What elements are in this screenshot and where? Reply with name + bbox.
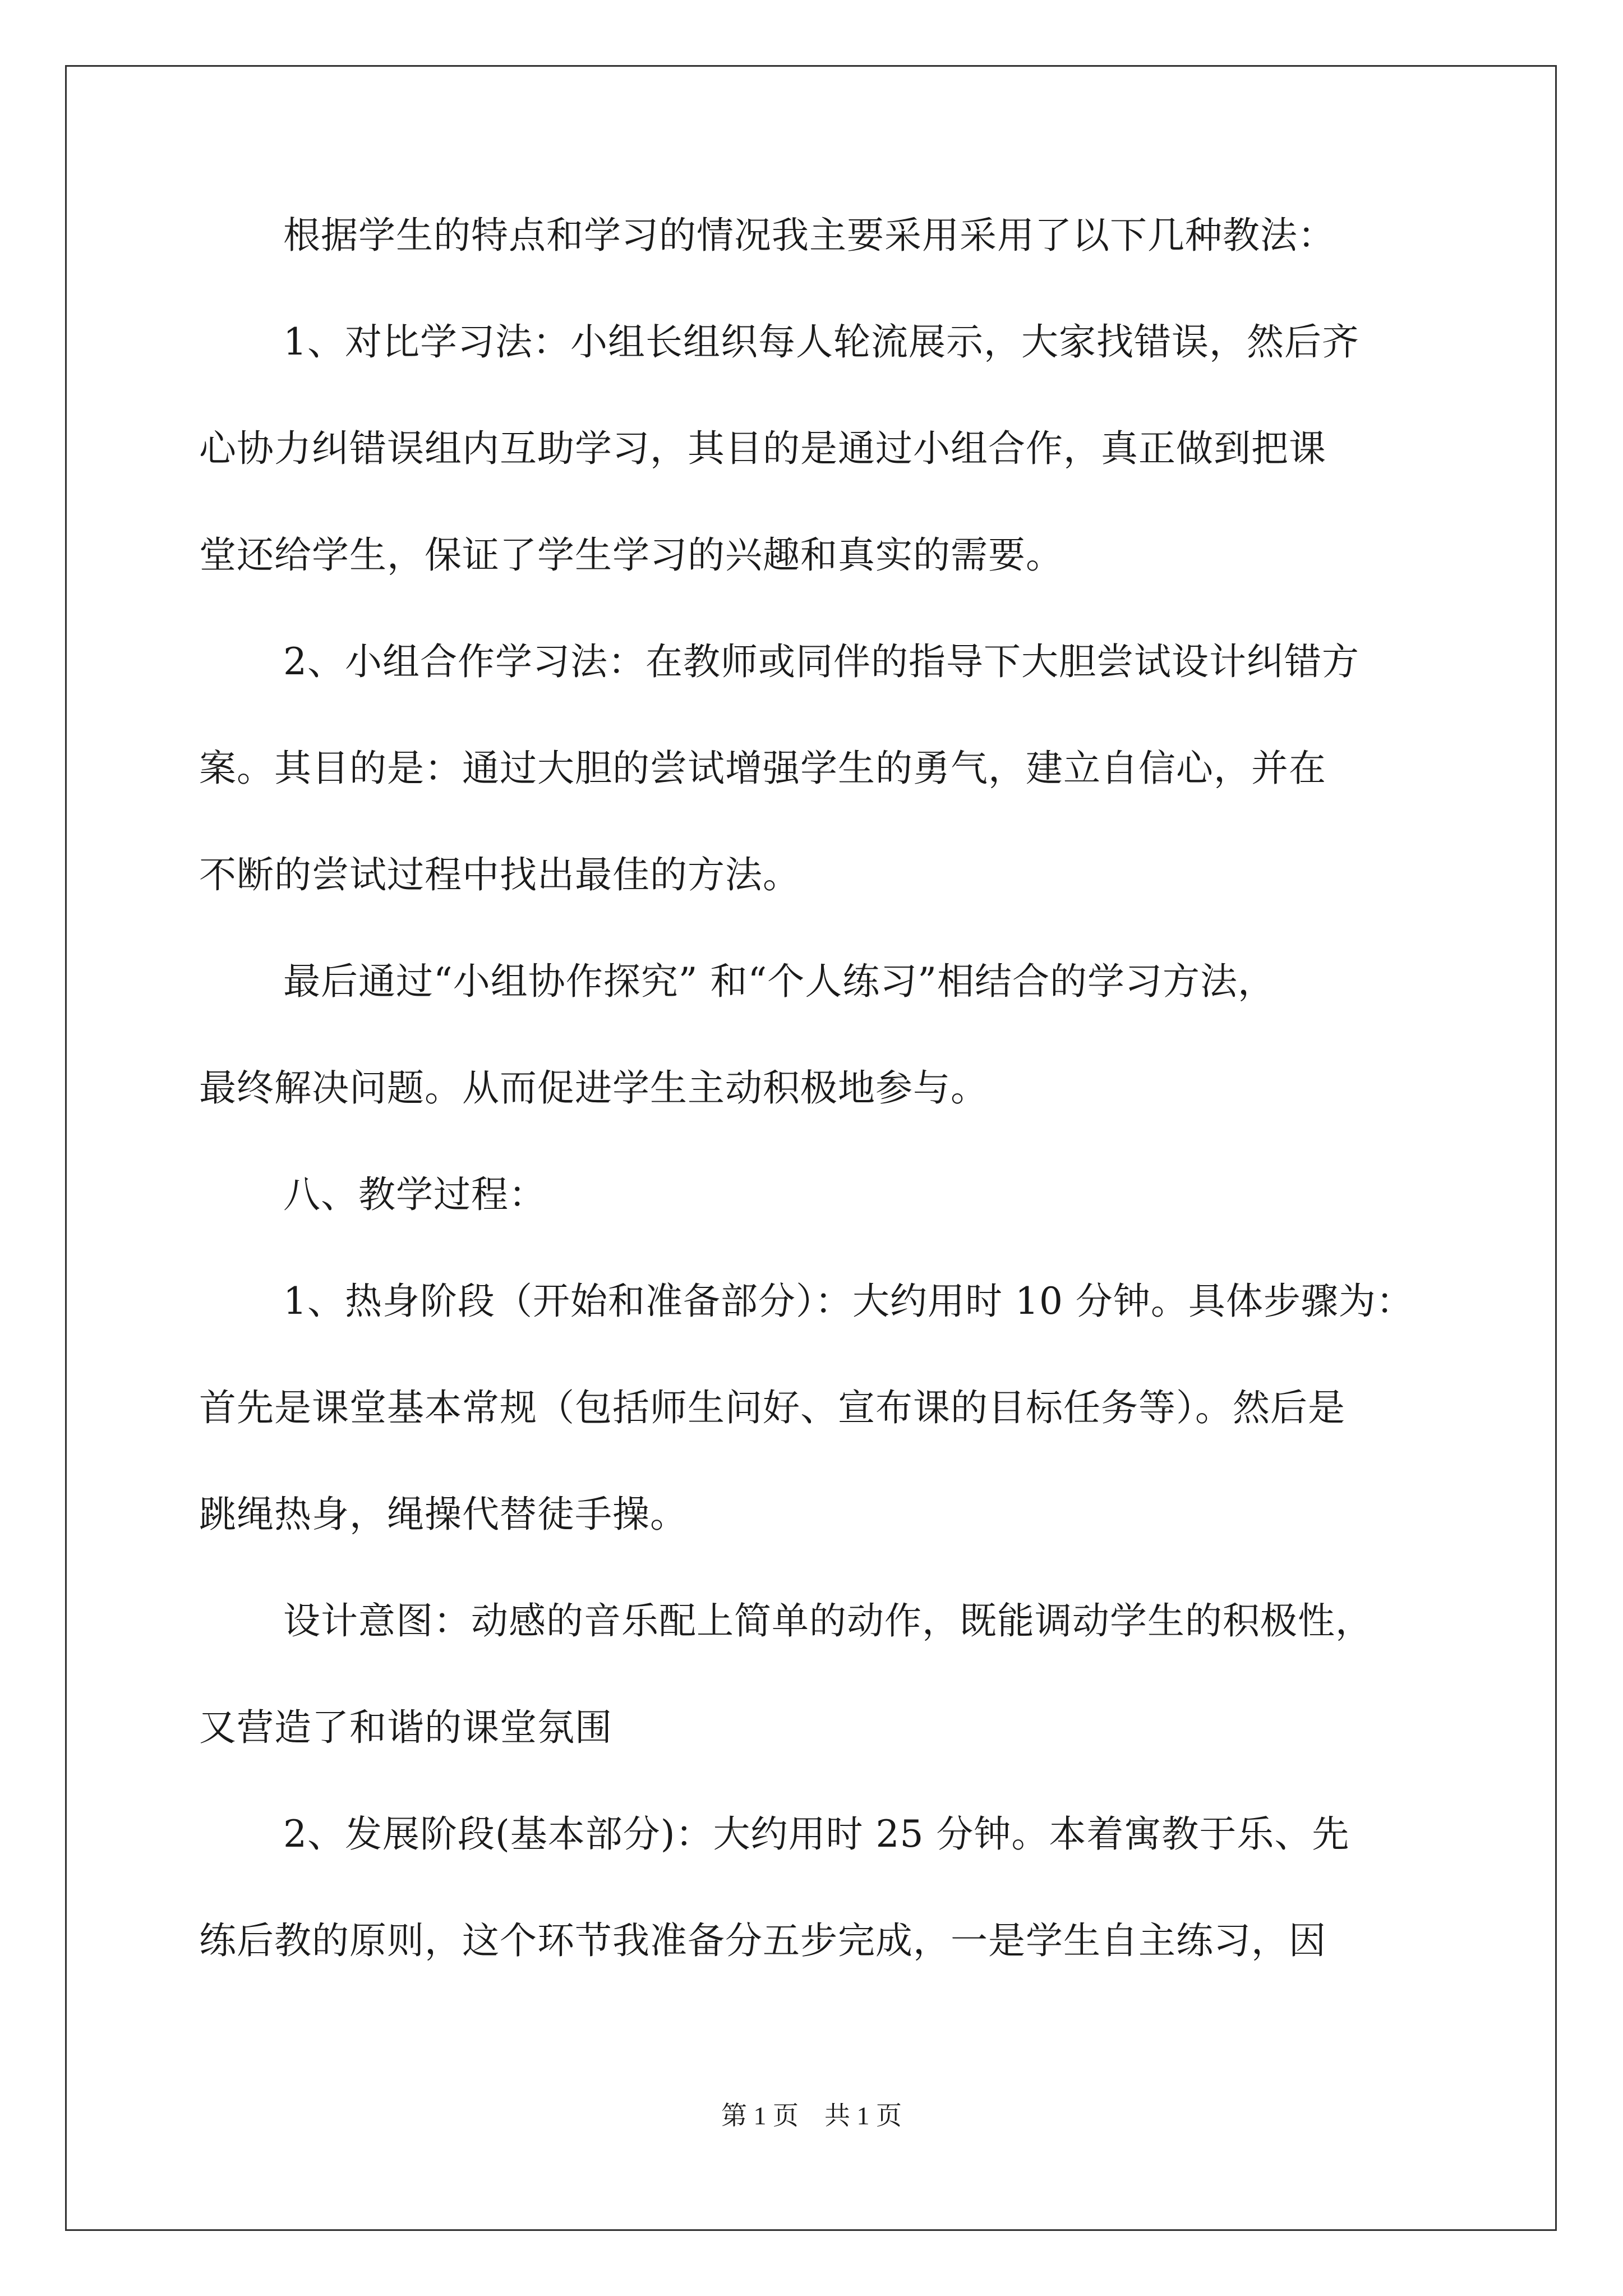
paragraph-line: 案。其目的是：通过大胆的尝试增强学生的勇气，建立自信心，并在 bbox=[199, 747, 1326, 790]
paragraph-line: 堂还给学生，保证了学生学习的兴趣和真实的需要。 bbox=[199, 533, 1063, 577]
paragraph-line: 1、热身阶段（开始和准备部分）：大约用时 10 分钟。具体步骤为： bbox=[283, 1280, 1414, 1323]
page-border bbox=[65, 65, 1557, 2231]
paragraph-line: 练后教的原则，这个环节我准备分五步完成，一是学生自主练习，因 bbox=[199, 1919, 1326, 1962]
paragraph-line: 心协力纠错误组内互助学习，其目的是通过小组合作，真正做到把课 bbox=[199, 427, 1326, 470]
paragraph-line: 最终解决问题。从而促进学生主动积极地参与。 bbox=[199, 1066, 988, 1110]
paragraph-line: 首先是课堂基本常规（包括师生问好、宣布课的目标任务等）。然后是 bbox=[199, 1386, 1345, 1429]
paragraph-line: 2、小组合作学习法：在教师或同伴的指导下大胆尝试设计纠错方 bbox=[283, 640, 1359, 683]
paragraph-line: 2、发展阶段(基本部分)：大约用时 25 分钟。本着寓教于乐、先 bbox=[283, 1812, 1350, 1856]
paragraph-line: 最后通过“小组协作探究” 和“个人练习”相结合的学习方法， bbox=[283, 960, 1275, 1003]
paragraph-line: 又营造了和谐的课堂氛围 bbox=[199, 1706, 612, 1749]
paragraph-line: 不断的尝试过程中找出最佳的方法。 bbox=[199, 853, 800, 896]
page-number-footer: 第 1 页 共 1 页 bbox=[721, 2101, 902, 2130]
paragraph-line: 设计意图：动感的音乐配上简单的动作，既能调动学生的积极性， bbox=[283, 1599, 1373, 1642]
paragraph-line: 跳绳热身，绳操代替徒手操。 bbox=[199, 1493, 688, 1536]
paragraph-line: 1、对比学习法：小组长组织每人轮流展示，大家找错误，然后齐 bbox=[283, 320, 1359, 364]
section-heading: 八、教学过程： bbox=[283, 1173, 546, 1216]
paragraph-line: 根据学生的特点和学习的情况我主要采用采用了以下几种教法： bbox=[283, 214, 1335, 257]
